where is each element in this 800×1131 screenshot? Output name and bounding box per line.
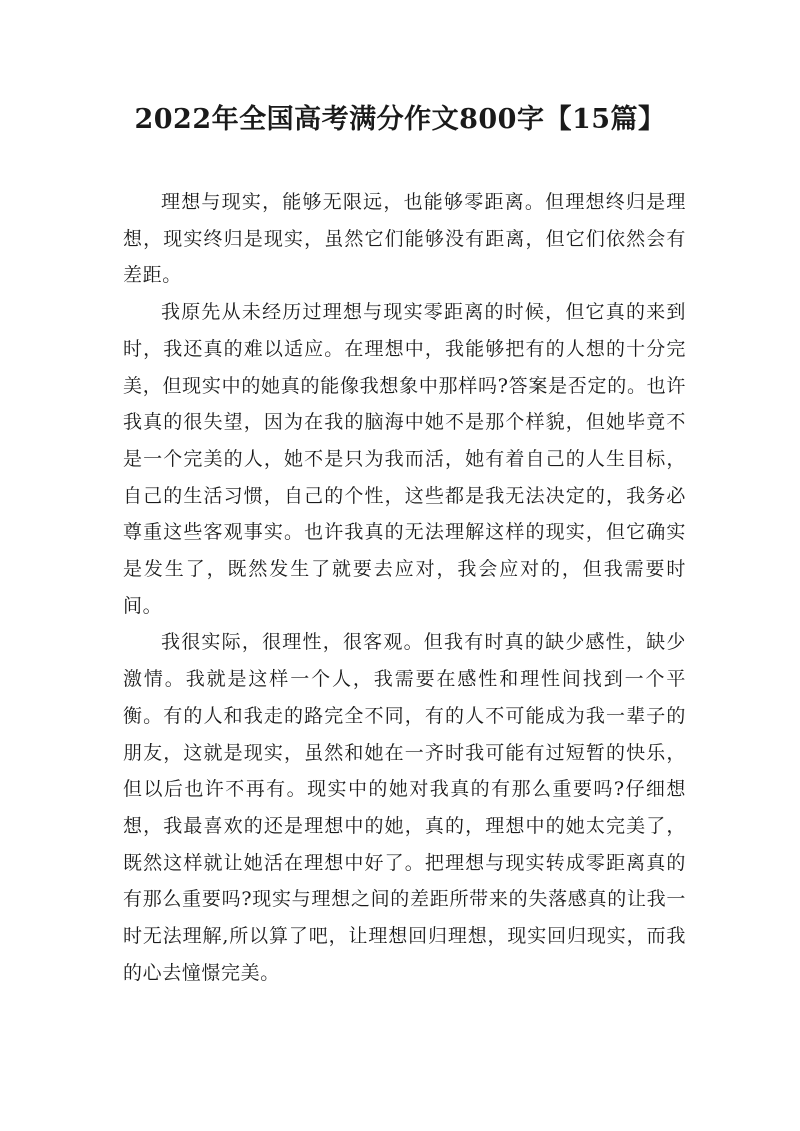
paragraph-2: 我原先从未经历过理想与现实零距离的时候，但它真的来到时，我还真的难以适应。在理想中，我能够把有的人想的十分完美，但现实中的她真的能像我想象中那样吗?答案是否定的。也许我真的很失望，因为在我的脑海中她不是那个样貌，但她毕竟不是一个完美的人，她不是只为我而活，她有着自己的人生目标，自己的生活习惯，自己的个性，这些都是我无法决定的，我务必尊重这些客观事实。也许我真的无法理解这样的现实，但它确实是发生了，既然发生了就要去应对，我会应对的，但我需要时间。	[123, 301, 686, 617]
document-body	[123, 184, 686, 991]
paragraph-1: 理想与现实，能够无限远，也能够零距离。但理想终归是理想，现实终归是现实，虽然它们能够没有距离，但它们依然会有差距。	[123, 191, 686, 287]
paragraph-3: 我很实际，很理性，很客观。但我有时真的缺少感性，缺少激情。我就是这样一个人，我需要在感性和理性间找到一个平衡。有的人和我走的路完全不同，有的人不可能成为我一辈子的朋友，这就是现实，虽然和她在一齐时我可能有过短暂的快乐，但以后也许不再有。现实中的她对我真的有那么重要吗?仔细想想，我最喜欢的还是理想中的她，真的，理想中的她太完美了，既然这样就让她活在理想中好了。把理想与现实转成零距离真的有那么重要吗?现实与理想之间的差距所带来的失落感真的让我一时无法理解,所以算了吧，让理想回归理想，现实回归现实，而我的心去憧憬完美。	[123, 631, 686, 984]
document-title: 2022年全国高考满分作文800字【15篇】	[134, 104, 666, 135]
